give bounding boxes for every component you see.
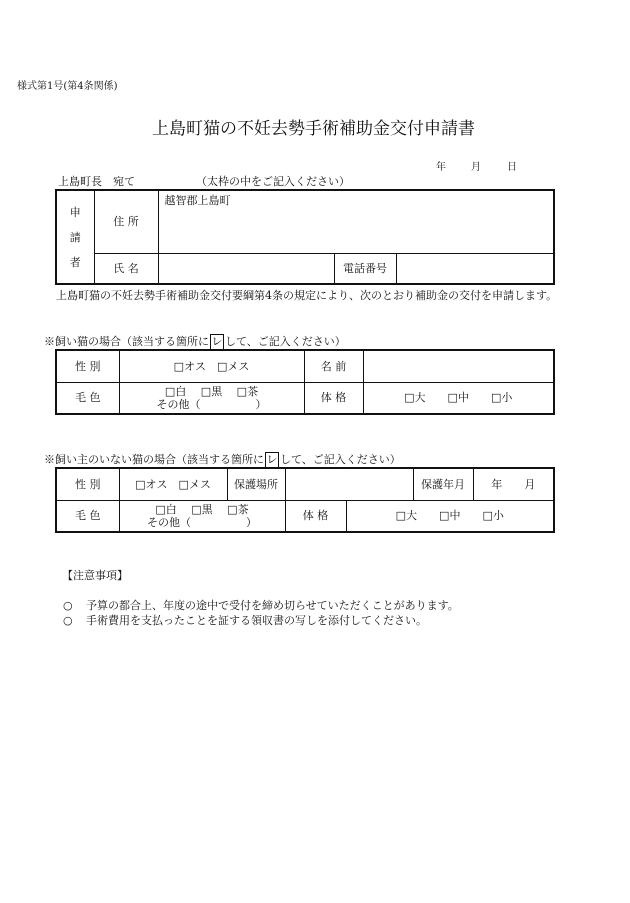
pet-sex-label: 性 別: [56, 350, 119, 382]
stray-size-label: 体 格: [285, 500, 346, 532]
stray-color-label: 毛 色: [56, 500, 119, 532]
notes-heading: 【注意事項】: [62, 569, 128, 582]
stray-heading-suffix: して、ご記入ください）: [280, 453, 401, 466]
applicant-char-3: 者: [69, 255, 81, 269]
pet-name-label: 名 前: [304, 350, 363, 382]
pet-color-other[interactable]: その他（ ）: [156, 397, 267, 411]
name-field[interactable]: [158, 253, 334, 284]
declaration-text: 上島町猫の不妊去勢手術補助金交付要綱第4条の規定により、次のとおり補助金の交付を申請します。: [56, 289, 558, 302]
applicant-char-2: 請: [69, 230, 81, 244]
stray-section-heading: [44, 452, 401, 468]
name-label: 氏 名: [94, 253, 158, 284]
stray-sex-label: 性 別: [56, 468, 119, 500]
check-mark-box: レ: [266, 453, 278, 466]
stray-heading-prefix: ※飼い主のいない猫の場合（該当する箇所に: [44, 453, 264, 466]
protection-place-field[interactable]: [285, 468, 413, 500]
notes-item: 予算の都合上、年度の途中で受付を締め切らせていただくことがあります。: [86, 599, 459, 612]
stray-cat-table: [55, 467, 555, 533]
form-number: 様式第1号(第4条関係): [17, 81, 118, 92]
pet-sex-options[interactable]: □オス □メス: [119, 350, 304, 382]
stray-color-other[interactable]: その他（ ）: [147, 515, 257, 529]
phone-label: 電話番号: [334, 253, 396, 284]
date-day-label: 日: [507, 162, 517, 173]
pet-name-field[interactable]: [363, 350, 554, 382]
phone-field[interactable]: [396, 253, 554, 284]
address-label: 住 所: [94, 190, 158, 253]
pet-heading-prefix: ※飼い猫の場合（該当する箇所に: [44, 335, 209, 348]
notes-bullet: ○: [63, 599, 73, 612]
address-prefill: 越智郡上島町: [164, 194, 231, 207]
notes-bullet: ○: [63, 614, 73, 627]
check-mark-box: レ: [211, 335, 223, 348]
pet-section-heading: [44, 334, 346, 350]
applicant-section-label: [56, 190, 94, 284]
applicant-char-1: 申: [69, 205, 81, 219]
pet-size-label: 体 格: [304, 382, 363, 414]
stray-color-options[interactable]: □白 □黒 □茶: [155, 502, 249, 516]
addressee: 上島町長 宛て: [58, 175, 135, 188]
pet-heading-suffix: して、ご記入ください）: [225, 335, 346, 348]
page-title: 上島町猫の不妊去勢手術補助金交付申請書: [152, 119, 475, 139]
pet-color-cell[interactable]: [119, 382, 304, 414]
notes-item: 手術費用を支払ったことを証する領収書の写しを添付してください。: [86, 614, 427, 627]
protection-date-label: 保護年月: [413, 468, 473, 500]
fill-instruction: （太枠の中をご記入ください）: [196, 175, 350, 188]
pet-color-label: 毛 色: [56, 382, 119, 414]
date-month-label: 月: [471, 162, 481, 173]
pet-size-options[interactable]: □大 □中 □小: [363, 382, 554, 414]
protection-place-label: 保護場所: [227, 468, 285, 500]
stray-sex-options[interactable]: □オス □メス: [119, 468, 227, 500]
applicant-table: [55, 189, 555, 285]
stray-size-options[interactable]: □大 □中 □小: [346, 500, 554, 532]
protection-date-field[interactable]: 年 月: [473, 468, 554, 500]
date-year-label: 年: [436, 162, 446, 173]
pet-cat-table: [55, 349, 555, 415]
address-field[interactable]: [158, 190, 554, 253]
stray-color-cell[interactable]: [119, 500, 285, 532]
pet-color-options[interactable]: □白 □黒 □茶: [164, 384, 259, 398]
